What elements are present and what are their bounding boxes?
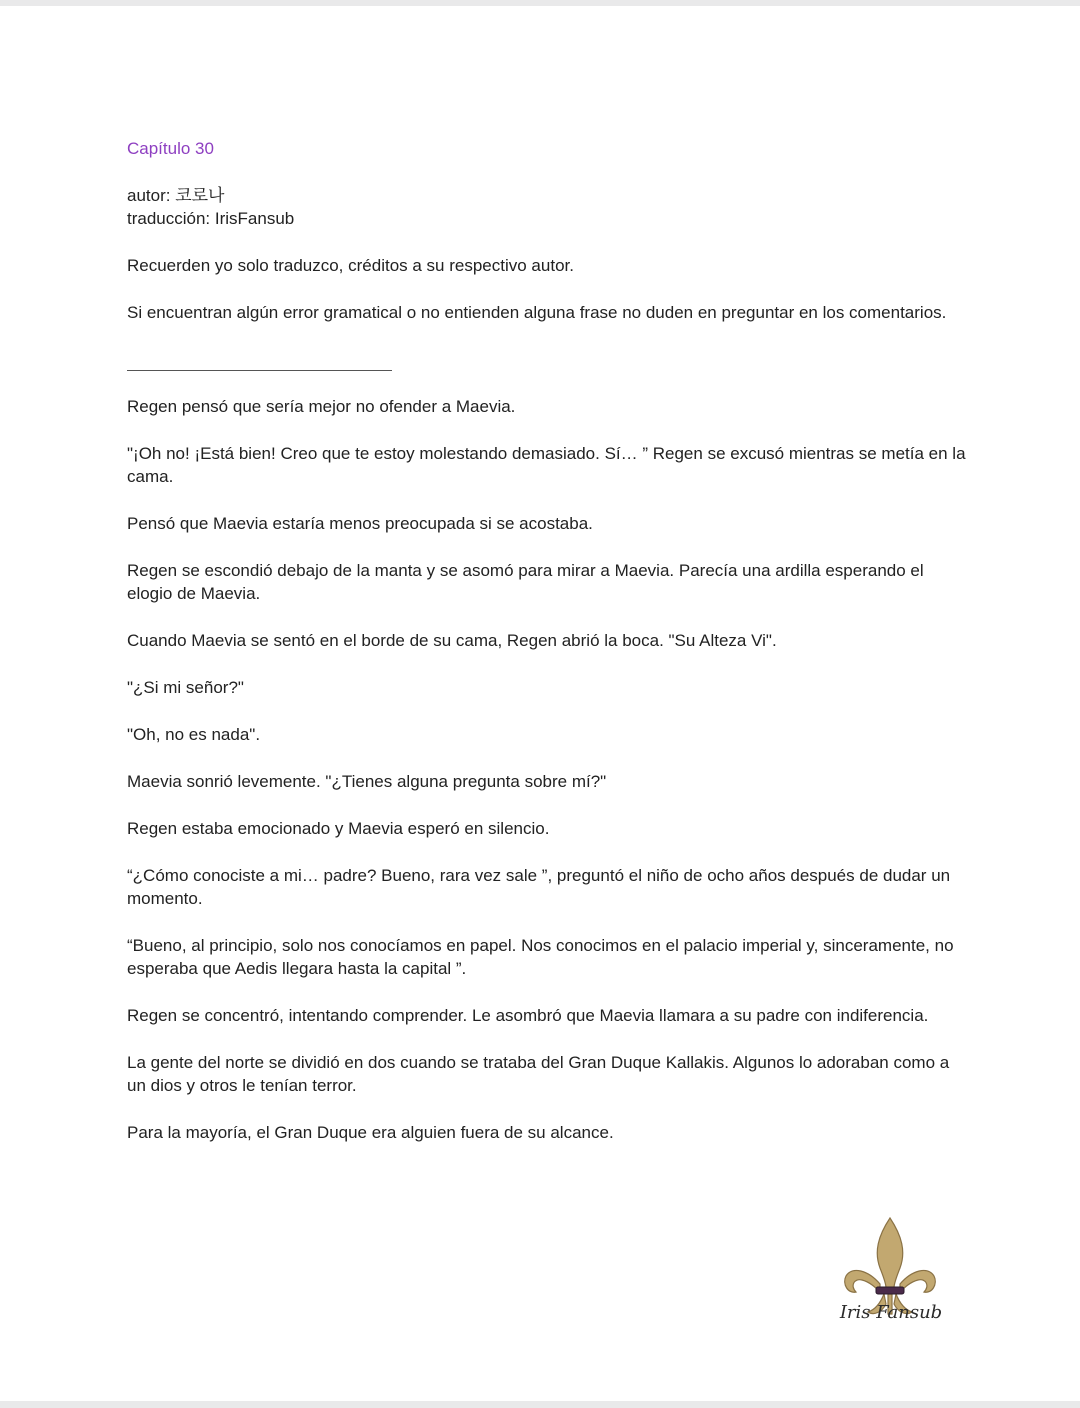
story-paragraph: “Bueno, al principio, solo nos conocíamos en papel. Nos conocimos en el palacio imperial y, sinceramente, no esperaba que Aedis llegara hasta la capital ”. (127, 936, 954, 978)
story-paragraph: La gente del norte se dividió en dos cuando se trataba del Gran Duque Kallakis. Algunos lo adoraban como a un dios y otros le tenían terror. (127, 1053, 950, 1095)
story-paragraph: Cuando Maevia se sentó en el borde de su cama, Regen abrió la boca. "Su Alteza Vi". (127, 631, 777, 650)
story-paragraph: “¿Cómo conociste a mi… padre? Bueno, rara vez sale ”, preguntó el niño de ocho años después de dudar un momento. (127, 866, 951, 908)
story-paragraph: "¿Si mi señor?" (127, 678, 244, 697)
logo-text: Iris Fansub (839, 1302, 943, 1323)
errors-notice: Si encuentran algún error gramatical o no entienden alguna frase no duden en preguntar en los comentarios. (127, 303, 947, 322)
document-content (127, 137, 967, 1168)
story-paragraph: Regen se escondió debajo de la manta y se asomó para mirar a Maevia. Parecía una ardilla esperando el elogio de Maevia. (127, 561, 924, 603)
story-paragraph: Para la mayoría, el Gran Duque era alguien fuera de su alcance. (127, 1123, 614, 1142)
story-paragraph: Regen pensó que sería mejor no ofender a Maevia. (127, 397, 516, 416)
story-paragraph: "Oh, no es nada". (127, 725, 261, 744)
chapter-title: Capítulo 30 (127, 139, 214, 158)
story-text (127, 395, 967, 1144)
author-line: autor: 코로나 (127, 186, 225, 205)
story-paragraph: Regen estaba emocionado y Maevia esperó en silencio. (127, 819, 550, 838)
translation-notice: Recuerden yo solo traduzco, créditos a su respectivo autor. (127, 256, 574, 275)
translation-line: traducción: IrisFansub (127, 209, 295, 228)
story-paragraph: Regen se concentró, intentando comprender. Le asombró que Maevia llamara a su padre con indiferencia. (127, 1006, 929, 1025)
document-page (0, 6, 1080, 1401)
story-paragraph: Maevia sonrió levemente. "¿Tienes alguna pregunta sobre mí?" (127, 772, 607, 791)
separator-line (127, 370, 392, 371)
story-paragraph: Pensó que Maevia estaría menos preocupada si se acostaba. (127, 514, 593, 533)
story-paragraph: "¡Oh no! ¡Está bien! Creo que te estoy molestando demasiado. Sí… ” Regen se excusó mientras se metía en la cama. (127, 444, 966, 486)
